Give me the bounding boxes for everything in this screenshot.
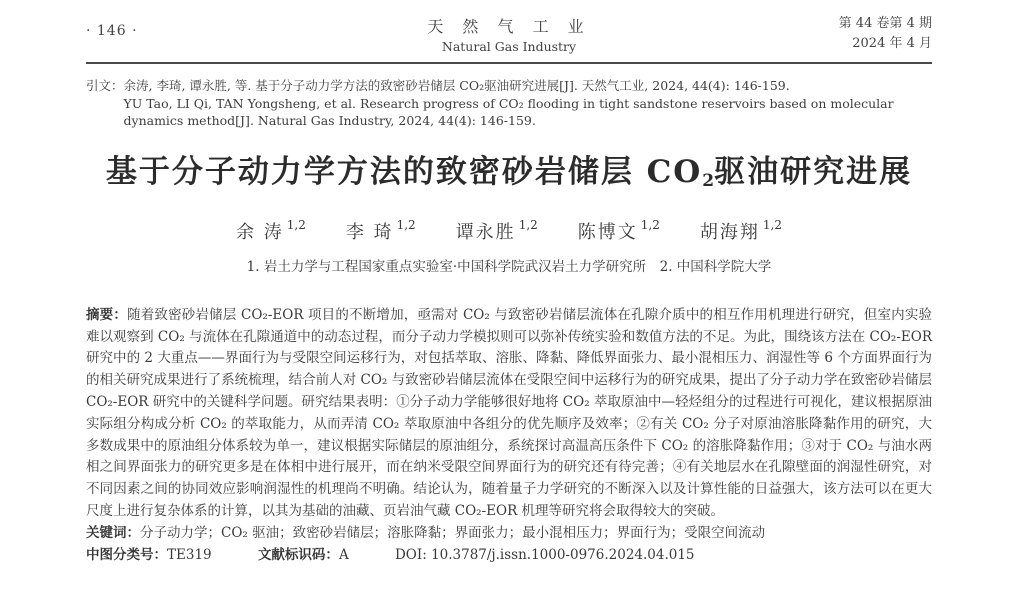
author (456, 218, 538, 244)
citation-label: 引文： (86, 78, 124, 93)
abstract-label: 摘要： (86, 306, 128, 323)
article-title-part1: 基于分子动力学方法的致密砂岩储层 CO (105, 153, 703, 190)
author (236, 218, 306, 244)
author-list (86, 218, 932, 244)
keywords-label: 关键词： (86, 524, 140, 541)
author-affiliation-marker: 1,2 (286, 217, 306, 232)
doi-label: DOI: (394, 546, 427, 563)
author (578, 218, 660, 244)
author-name: 胡海翔 (699, 221, 760, 243)
article-title-part2: 驱油研究进展 (714, 153, 913, 190)
affiliations: 1. 岩土力学与工程国家重点实验室·中国科学院武汉岩土力学研究所 2. 中国科学院大学 (246, 258, 772, 275)
issue-info (591, 14, 932, 54)
header-divider (86, 62, 932, 64)
citation-english: YU Tao, LI Qi, TAN Yongsheng, et al. Research progress of CO₂ flooding in tight sandstone reservoirs based on molecular dynamics method[J]. Natural Gas Industry, 2024, 44(4): 146-159. (123, 95, 894, 128)
keywords-line (86, 523, 932, 545)
clc-label: 中图分类号： (86, 546, 167, 563)
document-code-label: 文献标识码： (257, 546, 339, 563)
author-name: 余 涛 (236, 221, 284, 243)
abstract (86, 305, 932, 523)
title-subscript: 2 (702, 170, 715, 191)
page-header (86, 14, 932, 58)
journal-title-en: Natural Gas Industry (441, 39, 577, 54)
author-name: 李 琦 (345, 221, 394, 243)
document-code-value: A (338, 546, 349, 563)
author-affiliation-marker: 1,2 (640, 217, 660, 232)
article-title (86, 153, 932, 192)
doi-value: 10.3787/j.issn.1000-0976.2024.04.015 (431, 546, 695, 563)
document-code (258, 547, 349, 563)
author-name: 谭永胜 (455, 221, 516, 243)
author (700, 218, 782, 244)
author-affiliation-marker: 1,2 (396, 217, 416, 232)
citation-body (124, 77, 932, 130)
doi (395, 547, 695, 563)
clc-value: TE319 (167, 546, 212, 563)
volume-issue: 第 44 卷第 4 期 (838, 16, 933, 31)
abstract-text: 随着致密砂岩储层 CO₂-EOR 项目的不断增加，亟需对 CO₂ 与致密砂岩储层流体在孔隙介质中的相互作用机理进行研究，但室内实验难以观察到 CO₂ 与流体在孔隙通道中的动态过程，而分子动力学模拟则可以弥补传统实验和数值方法的不足。为此，围绕该方法在 CO₂-EOR 研究中的 2 大重点——界面行为与受限空间运移行为，对包括萃取、溶胀、降黏、降低界面张力、最小混相压力、润湿性等 6 个方面界面行为的相关研究成果进行了系统梳理，结合前人对 CO₂ 与致密砂岩储层流体在受限空间中运移行为的研究成果，提出了分子动力学在致密砂岩储层 CO₂-EOR 研究中的关键科学问题。研究结果表明：①分子动力学能够很好地将 CO₂ 萃取原油中—轻烃组分的过程进行可视化，建议根据原油实际组分构成分析 CO₂ 的萃取能力，从而弄清 CO₂ 萃取原油中各组分的优先顺序及效率；②有关 CO₂ 分子对原油溶胀降黏作用的研究，大多数成果中的原油组分体系较为单一，建议根据实际储层的原油组分，系统探讨高温高压条件下 CO₂ 的溶胀降黏作用；③对于 CO₂ 与油水两相之间界面张力的研究更多是在体相中进行展开，而在纳米受限空间界面行为的研究还有待完善；④有关地层水在孔隙壁面的润湿性研究，对不同因素之间的协同效应影响润湿性的机理尚不明确。结论认为，随着量子力学研究的不断深入以及计算性能的日益强大，该方法可以在更大尺度上进行复杂体系的计算，以其为基础的油藏、页岩油气藏 CO₂-EOR 机理等研究将会取得较大的突破。 (86, 306, 932, 519)
author-name: 陈博文 (577, 221, 638, 243)
classification-line (86, 545, 932, 567)
citation-block (86, 77, 932, 130)
keywords-text: 分子动力学；CO₂ 驱油；致密砂岩储层；溶胀降黏；界面张力；最小混相压力；界面行为；受限空间流动 (140, 524, 766, 541)
journal-title (427, 14, 590, 54)
author-affiliation-marker: 1,2 (762, 217, 782, 232)
author-affiliation-marker: 1,2 (518, 217, 538, 232)
author (346, 218, 416, 244)
clc-number (86, 547, 212, 563)
citation-chinese: 余涛, 李琦, 谭永胜, 等. 基于分子动力学方法的致密砂岩储层 CO₂驱油研究进展[J]. 天然气工业, 2024, 44(4): 146-159. (123, 78, 790, 93)
issue-date: 2024 年 4 月 (852, 36, 933, 51)
page-number: · 146 · (86, 23, 138, 39)
journal-title-cn: 天 然 气 工 业 (427, 17, 591, 36)
